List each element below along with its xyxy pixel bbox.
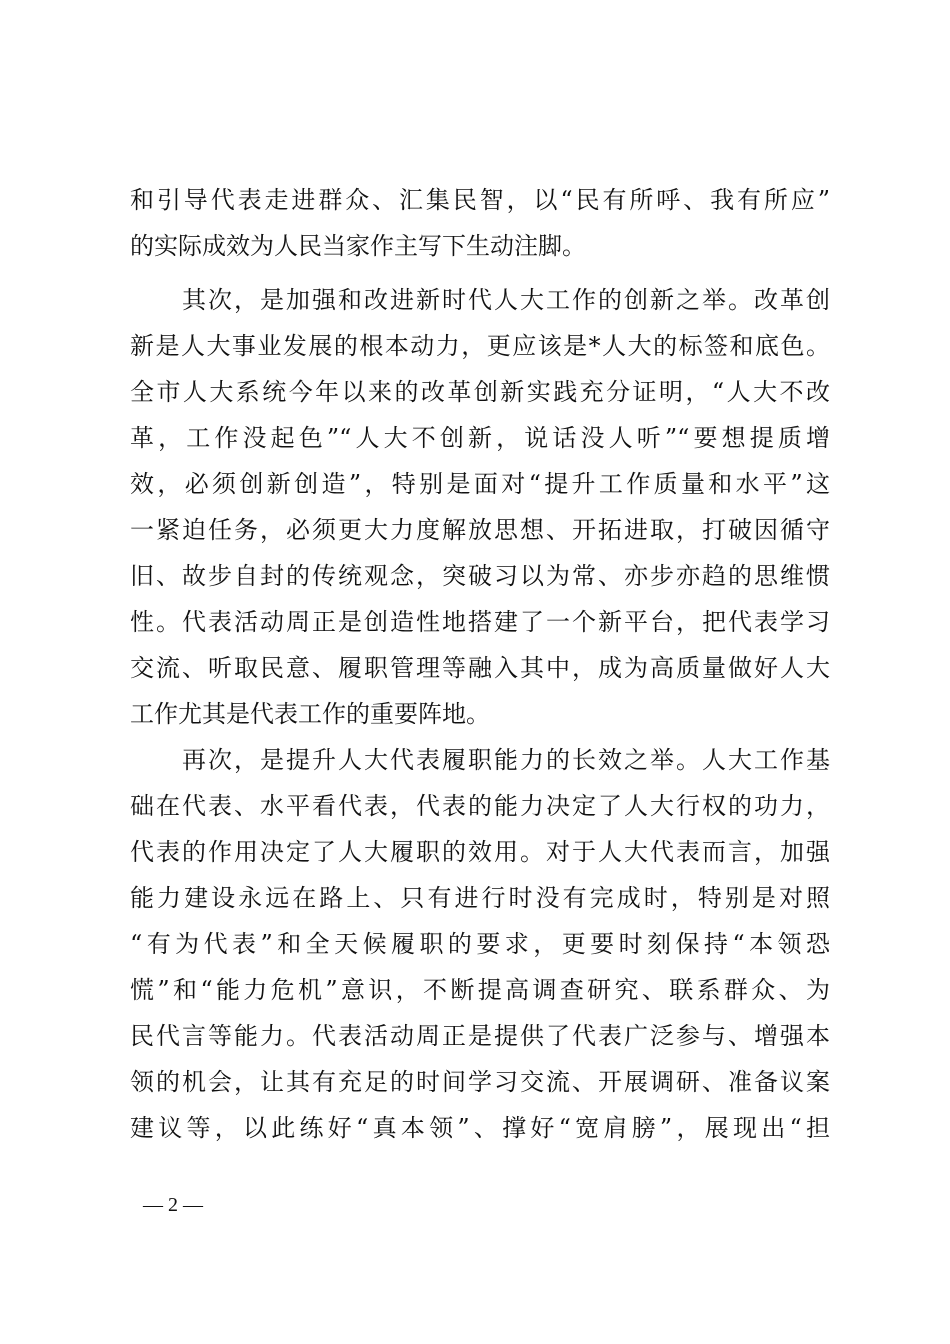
- text-line: 能力建设永远在路上、只有进行时没有完成时，特别是对照: [130, 884, 830, 912]
- text-line: 旧、故步自封的传统观念，突破习以为常、亦步亦趋的思维惯: [130, 562, 830, 590]
- text-line: 和引导代表走进群众、汇集民智，以“民有所呼、我有所应”: [130, 186, 830, 214]
- text-line: 的实际成效为人民当家作主写下生动注脚。: [130, 232, 586, 260]
- text-line: 工作尤其是代表工作的重要阵地。: [130, 700, 490, 728]
- text-line: 效，必须创新创造”，特别是面对“提升工作质量和水平”这: [130, 470, 830, 498]
- text-line: 民代言等能力。代表活动周正是提供了代表广泛参与、增强本: [130, 1022, 830, 1050]
- text-line: 领的机会，让其有充足的时间学习交流、开展调研、准备议案: [130, 1068, 830, 1096]
- text-line: 建议等，以此练好“真本领”、撑好“宽肩膀”，展现出“担: [130, 1114, 830, 1142]
- text-line: 础在代表、水平看代表，代表的能力决定了人大行权的功力，: [130, 792, 830, 820]
- text-line: 代表的作用决定了人大履职的效用。对于人大代表而言，加强: [130, 838, 830, 866]
- text-line: 交流、听取民意、履职管理等融入其中，成为高质量做好人大: [130, 654, 830, 682]
- text-line: 革，工作没起色”“人大不创新，说话没人听”“要想提质增: [130, 424, 830, 452]
- text-line: 再次，是提升人大代表履职能力的长效之举。人大工作基: [130, 746, 830, 774]
- page-number: — 2 —: [143, 1194, 203, 1216]
- text-line: 其次，是加强和改进新时代人大工作的创新之举。改革创: [130, 286, 830, 314]
- text-line: “有为代表”和全天候履职的要求，更要时刻保持“本领恐: [130, 930, 830, 958]
- text-line: 一紧迫任务，必须更大力度解放思想、开拓进取，打破因循守: [130, 516, 830, 544]
- text-line: 慌”和“能力危机”意识，不断提高调查研究、联系群众、为: [130, 976, 830, 1004]
- text-line: 新是人大事业发展的根本动力，更应该是*人大的标签和底色。: [130, 332, 830, 360]
- text-line: 性。代表活动周正是创造性地搭建了一个新平台，把代表学习: [130, 608, 830, 636]
- text-line: 全市人大系统今年以来的改革创新实践充分证明，“人大不改: [130, 378, 830, 406]
